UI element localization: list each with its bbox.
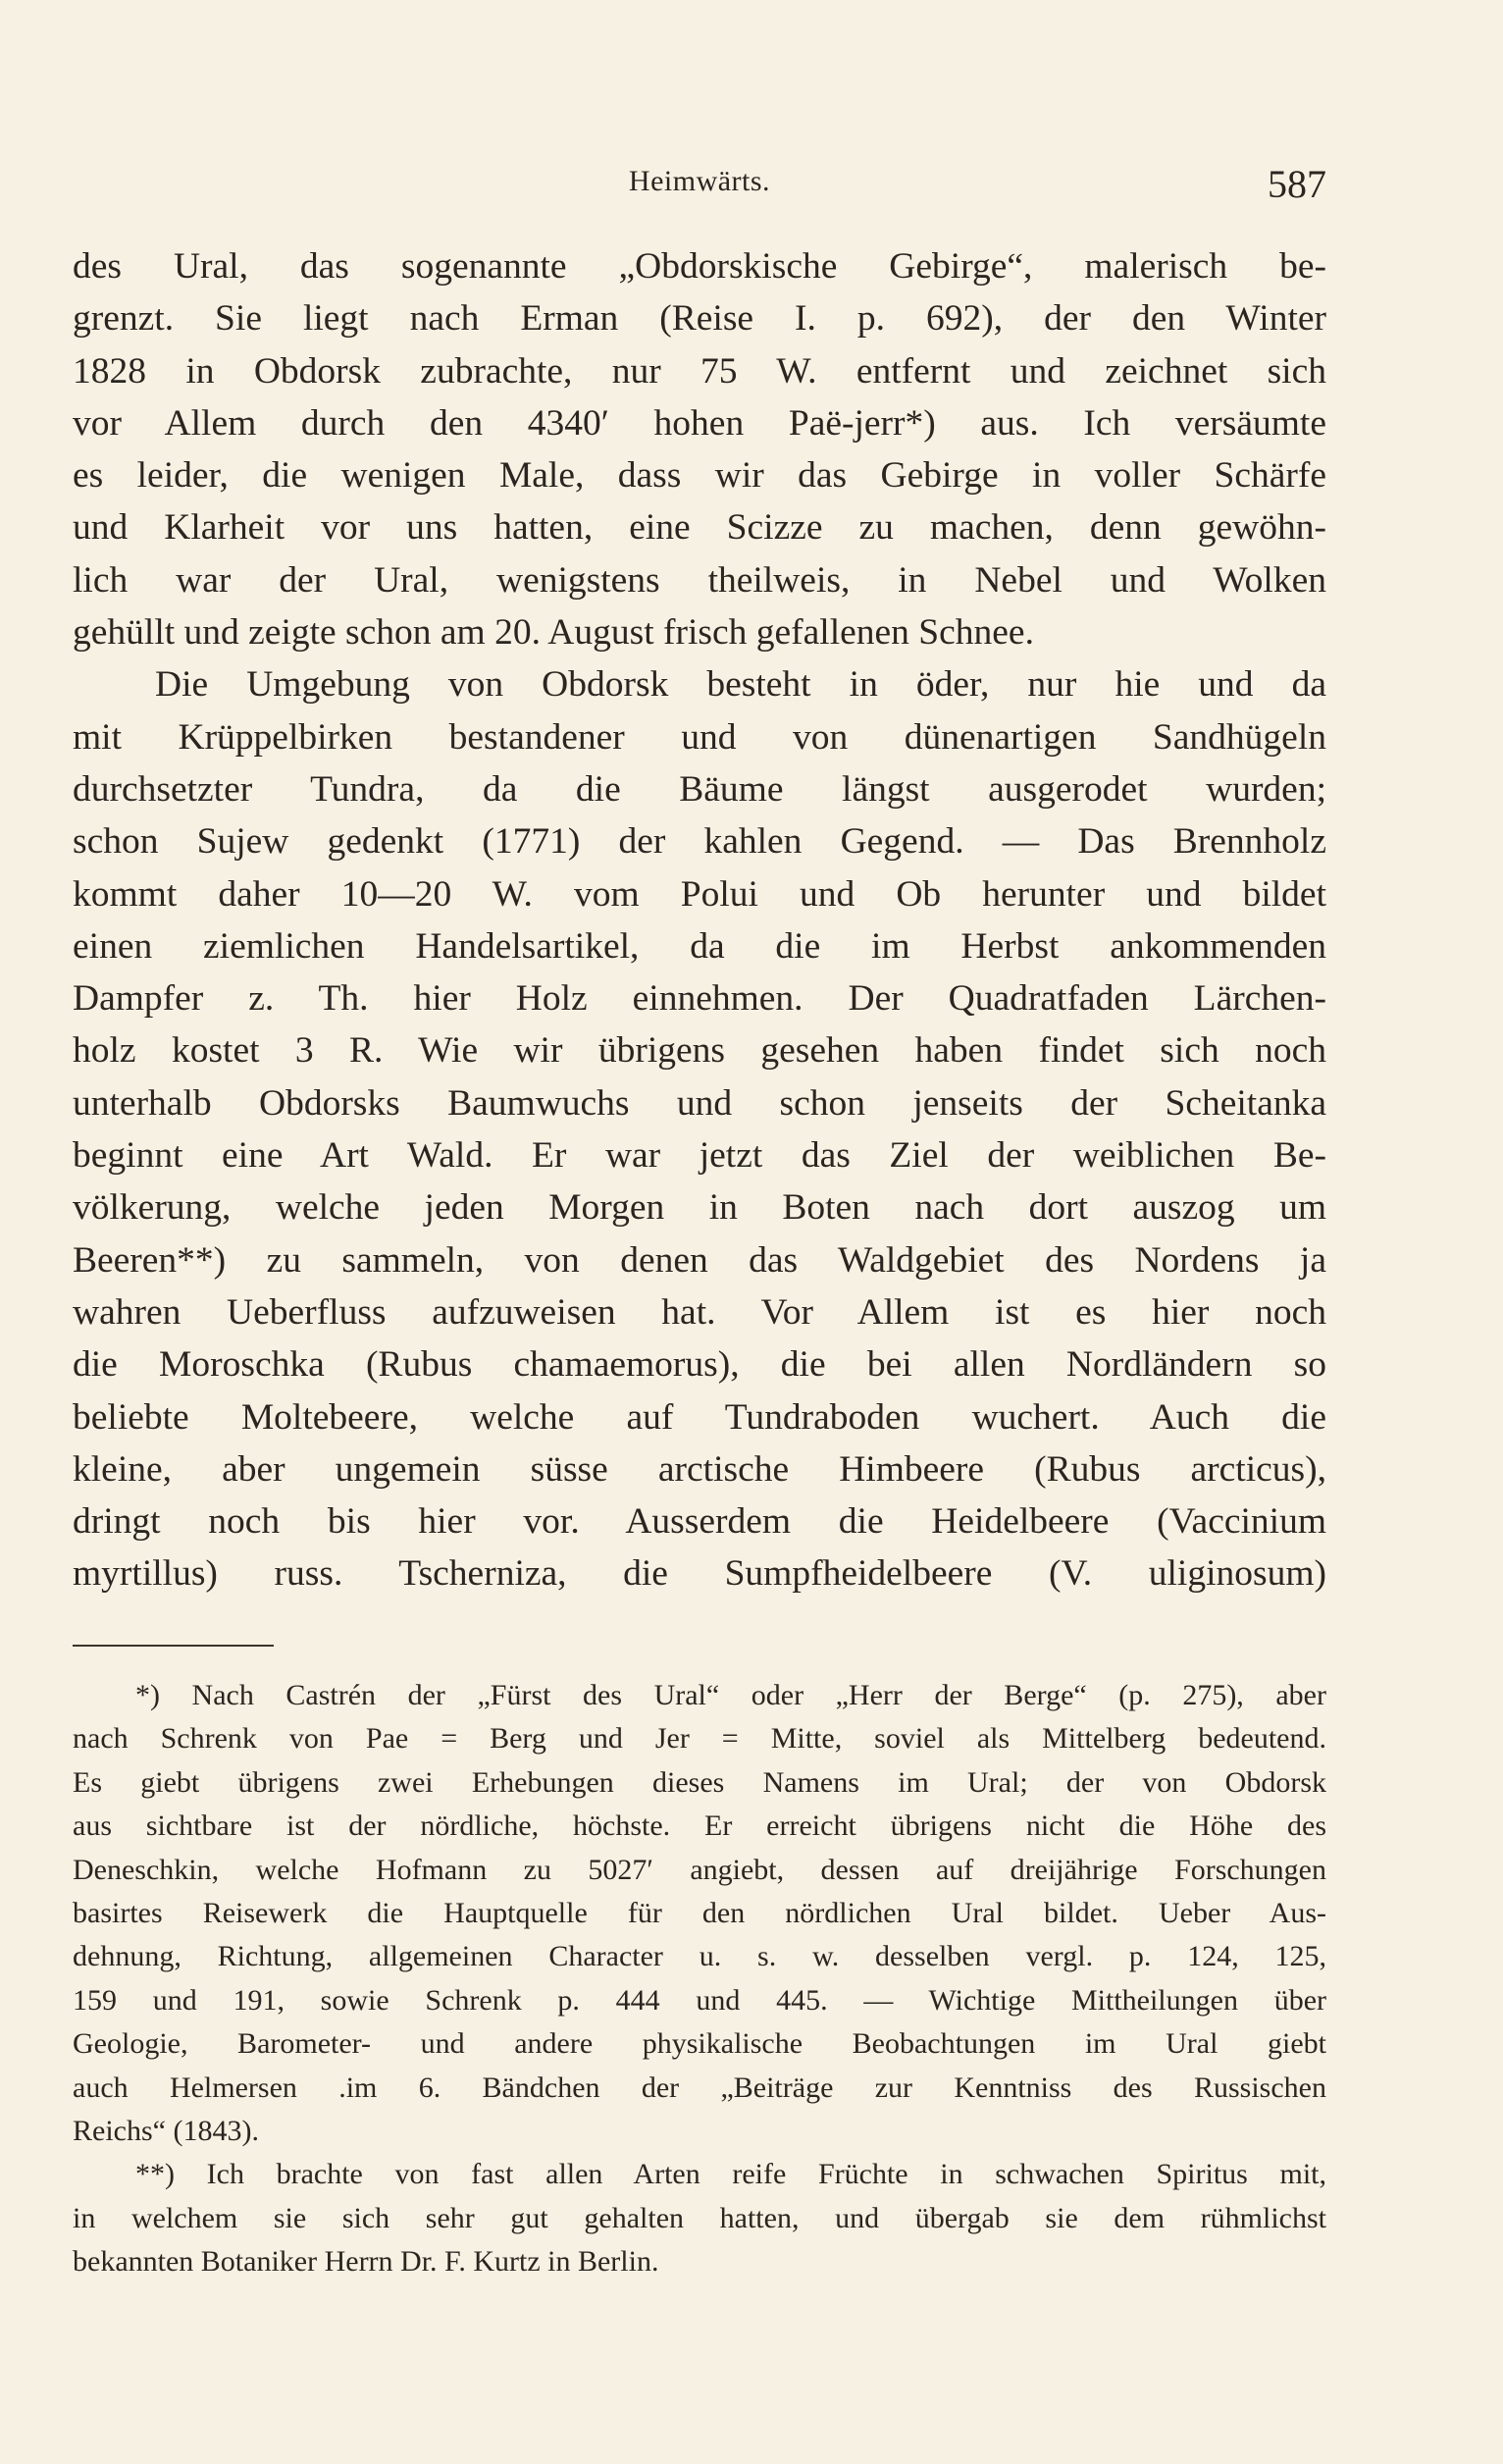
body-line: Die Umgebung von Obdorsk besteht in öder, nur hie und da bbox=[155, 664, 1326, 706]
footnote-line: auch Helmersen .im 6. Bändchen der „Beiträge zur Kenntniss des Russischen bbox=[73, 2071, 1326, 2104]
body-line: des Ural, das sogenannte „Obdorskische Gebirge“, malerisch be- bbox=[73, 246, 1326, 287]
body-line: es leider, die wenigen Male, dass wir das Gebirge in voller Schärfe bbox=[73, 455, 1326, 497]
footnote-line: *) Nach Castrén der „Fürst des Ural“ oder „Herr der Berge“ (p. 275), aber bbox=[135, 1679, 1326, 1711]
footnote-divider bbox=[73, 1645, 274, 1647]
body-text bbox=[73, 240, 1326, 1600]
footnote-line: Geologie, Barometer- und andere physikalische Beobachtungen im Ural giebt bbox=[73, 2027, 1326, 2061]
footnote-line: Es giebt übrigens zwei Erhebungen dieses Namens im Ural; der von Obdorsk bbox=[73, 1765, 1326, 1799]
body-line: 1828 in Obdorsk zubrachte, nur 75 W. entfernt und zeichnet sich bbox=[73, 350, 1326, 392]
footnote-line: in welchem sie sich sehr gut gehalten hatten, und übergab sie dem rühmlichst bbox=[73, 2201, 1326, 2234]
body-line: beginnt eine Art Wald. Er war jetzt das Ziel der weiblichen Be- bbox=[73, 1135, 1326, 1177]
body-line: einen ziemlichen Handelsartikel, da die im Herbst ankommenden bbox=[73, 925, 1326, 967]
footnote-line: 159 und 191, sowie Schrenk p. 444 und 445. — Wichtige Mittheilungen über bbox=[73, 1983, 1326, 2017]
body-line: Dampfer z. Th. hier Holz einnehmen. Der Quadratfaden Lärchen- bbox=[73, 978, 1326, 1020]
footnotes bbox=[73, 1674, 1326, 2283]
body-line: gehüllt und zeigte schon am 20. August frisch gefallenen Schnee. bbox=[73, 612, 1034, 654]
page-number: 587 bbox=[1268, 162, 1326, 206]
footnote-line: bekannten Botaniker Herrn Dr. F. Kurtz in Berlin. bbox=[73, 2245, 659, 2279]
body-line: beliebte Moltebeere, welche auf Tundraboden wuchert. Auch die bbox=[73, 1396, 1326, 1438]
body-line: dringt noch bis hier vor. Ausserdem die Heidelbeere (Vaccinium bbox=[73, 1501, 1326, 1543]
footnote-line: aus sichtbare ist der nördliche, höchste. Er erreicht übrigens nicht die Höhe des bbox=[73, 1809, 1326, 1843]
body-line: myrtillus) russ. Tscherniza, die Sumpfheidelbeere (V. uliginosum) bbox=[73, 1553, 1326, 1595]
body-line: vor Allem durch den 4340′ hohen Paë-jerr*) aus. Ich versäumte bbox=[73, 402, 1326, 444]
body-line: kleine, aber ungemein süsse arctische Himbeere (Rubus arcticus), bbox=[73, 1448, 1326, 1490]
footnote-line: nach Schrenk von Pae = Berg und Jer = Mitte, soviel als Mittelberg bedeutend. bbox=[73, 1722, 1326, 1756]
body-line: lich war der Ural, wenigstens theilweis, in Nebel und Wolken bbox=[73, 559, 1326, 601]
footnote-line: Reichs“ (1843). bbox=[73, 2114, 259, 2147]
footnote-line: Deneschkin, welche Hofmann zu 5027′ angiebt, dessen auf dreijährige Forschungen bbox=[73, 1853, 1326, 1886]
body-line: schon Sujew gedenkt (1771) der kahlen Gegend. — Das Brennholz bbox=[73, 821, 1326, 863]
body-line: kommt daher 10—20 W. vom Polui und Ob herunter und bildet bbox=[73, 873, 1326, 915]
body-line: grenzt. Sie liegt nach Erman (Reise I. p. 692), der den Winter bbox=[73, 298, 1326, 340]
body-line: Beeren**) zu sammeln, von denen das Waldgebiet des Nordens ja bbox=[73, 1239, 1326, 1281]
footnote-line: dehnung, Richtung, allgemeinen Character u. s. w. desselben vergl. p. 124, 125, bbox=[73, 1940, 1326, 1973]
body-line: völkerung, welche jeden Morgen in Boten nach dort auszog um bbox=[73, 1187, 1326, 1229]
body-line: wahren Ueberfluss aufzuweisen hat. Vor Allem ist es hier noch bbox=[73, 1291, 1326, 1333]
footnote-line: **) Ich brachte von fast allen Arten reife Früchte in schwachen Spiritus mit, bbox=[135, 2158, 1326, 2191]
body-line: die Moroschka (Rubus chamaemorus), die bei allen Nordländern so bbox=[73, 1344, 1326, 1386]
body-line: mit Krüppelbirken bestandener und von dünenartigen Sandhügeln bbox=[73, 716, 1326, 758]
running-head bbox=[73, 157, 1326, 206]
body-line: durchsetzter Tundra, da die Bäume längst ausgerodet wurden; bbox=[73, 768, 1326, 810]
footnote-line: basirtes Reisewerk die Hauptquelle für den nördlichen Ural bildet. Ueber Aus- bbox=[73, 1896, 1326, 1929]
body-line: und Klarheit vor uns hatten, eine Scizze zu machen, denn gewöhn- bbox=[73, 507, 1326, 549]
running-title: Heimwärts. bbox=[628, 165, 771, 197]
body-line: holz kostet 3 R. Wie wir übrigens gesehen haben findet sich noch bbox=[73, 1030, 1326, 1072]
body-line: unterhalb Obdorsks Baumwuchs und schon jenseits der Scheitanka bbox=[73, 1082, 1326, 1124]
